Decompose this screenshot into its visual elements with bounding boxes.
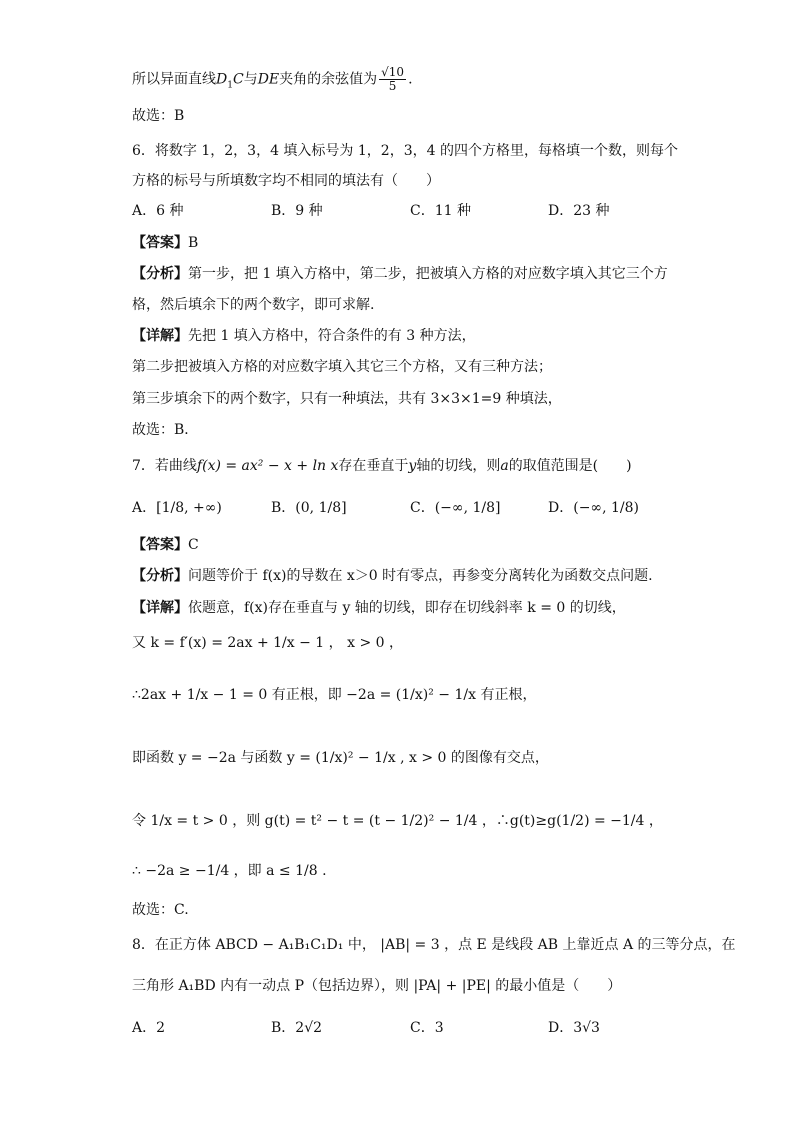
text-span: 存在垂直于 [338, 458, 409, 474]
math-var: D [216, 71, 228, 88]
answer-value: C [188, 537, 199, 553]
q6-detail-1 [132, 326, 476, 346]
option-label: A． [132, 500, 157, 516]
detail-tag: 【详解】 [132, 328, 188, 344]
q6-end: 故选：B． [132, 422, 199, 438]
numerator: √10 [381, 65, 405, 79]
answer-tag: 【答案】 [132, 537, 188, 553]
q6-option-d: D．23 种 [548, 203, 610, 219]
text-span: 所以异面直线 [132, 71, 216, 88]
q8-option-b: B．2√2 [271, 1020, 323, 1036]
q6-detail-2: 第二步把被填入方格的对应数字填入其它三个方格，又有三种方法； [132, 359, 552, 375]
analysis-tag: 【分析】 [132, 568, 188, 584]
q7-detail-6: ∴ −2a ≥ −1/4 ，即 a ≤ 1/8 . [132, 863, 327, 879]
math-var: y [408, 458, 417, 474]
q8-option-a: A．2 [132, 1020, 166, 1036]
question-8-line-1: 8．在正方体 ABCD − A₁B₁C₁D₁ 中， |AB| = 3 ，点 E 是线段 AB 上靠近点 A 的三等分点，在 [132, 937, 736, 953]
q7-option-c [410, 498, 500, 518]
detail-text: 依题意，f(x)存在垂直与 y 轴的切线，即存在切线斜率 k = 0 的切线， [188, 600, 626, 616]
text-span: . [408, 71, 413, 88]
question-8-line-2: 三角形 A₁BD 内有一动点 P（包括边界），则 |PA| + |PE| 的最小值是（ ） [132, 978, 622, 994]
option-value: [1/8, +∞) [156, 500, 222, 516]
q8-option-d: D．3√3 [548, 1020, 600, 1036]
math-var: C [232, 71, 244, 88]
answer-value: B [188, 235, 199, 251]
math-var: a [500, 458, 509, 474]
option-label: B． [271, 500, 296, 516]
q7-detail-4: 即函数 y = −2a 与函数 y = (1/x)² − 1/x , x > 0 的图像有交点， [132, 750, 549, 766]
option-label: D． [548, 500, 574, 516]
answer-line: 故选：B [132, 108, 185, 124]
math-var: DE [257, 71, 280, 88]
q7-end: 故选：C. [132, 902, 189, 918]
q6-analysis-2: 格，然后填余下的两个数字，即可求解. [132, 297, 375, 313]
detail-tag: 【详解】 [132, 600, 188, 616]
q7-detail-1 [132, 598, 626, 618]
q6-analysis-1 [132, 264, 668, 284]
option-value: (0, 1/8] [295, 500, 347, 516]
q6-option-c: C．11 种 [410, 203, 471, 219]
option-label: C． [410, 500, 435, 516]
q6-answer [132, 233, 198, 253]
text-span: 夹角的余弦值为 [279, 71, 378, 88]
option-value: (−∞, 1/8) [573, 500, 639, 516]
q7-analysis [132, 566, 653, 586]
q7-option-a [132, 498, 222, 518]
detail-text: 先把 1 填入方格中，符合条件的有 3 种方法， [188, 328, 476, 344]
q8-option-c: C．3 [410, 1020, 444, 1036]
text-span: 轴的切线，则 [416, 458, 501, 474]
q6-option-b: B．9 种 [271, 203, 323, 219]
math-expr: f(x) = ax² − x + ln x [196, 458, 339, 474]
analysis-text: 问题等价于 f(x)的导数在 x＞0 时有零点，再参变分离转化为函数交点问题. [188, 568, 653, 584]
denominator: 5 [388, 79, 397, 93]
fraction [379, 66, 406, 93]
question-6-line-2: 方格的标号与所填数字均不相同的填法有（ ） [132, 173, 440, 189]
text-span: 7．若曲线 [132, 458, 197, 474]
q7-detail-5: 令 1/x = t > 0 ，则 g(t) = t² − t = (t − 1/2)² − 1/4 ，∴g(t)≥g(1/2) = −1/4 ， [132, 813, 663, 829]
text-span: 的取值范围是( ) [508, 458, 632, 474]
math-sub: 1 [227, 80, 233, 91]
analysis-tag: 【分析】 [132, 266, 188, 282]
q6-detail-3: 第三步填余下的两个数字，只有一种填法，共有 3×3×1=9 种填法， [132, 391, 562, 407]
text-span: 与 [243, 71, 258, 88]
answer-tag: 【答案】 [132, 235, 188, 251]
text-line-1 [132, 66, 413, 95]
question-7-line [132, 456, 632, 476]
q7-option-d [548, 498, 639, 518]
q6-option-a: A．6 种 [132, 203, 184, 219]
q7-answer [132, 535, 199, 555]
question-6-line-1: 6．将数字 1，2，3，4 填入标号为 1，2，3，4 的四个方格里，每格填一个数，则每个 [132, 143, 678, 159]
q7-detail-3: ∴2ax + 1/x − 1 = 0 有正根，即 −2a = (1/x)² − 1/x 有正根， [132, 687, 537, 703]
q7-detail-2: 又 k = f′(x) = 2ax + 1/x − 1 ， x > 0 ， [132, 635, 403, 651]
option-value: (−∞, 1/8] [434, 500, 501, 516]
analysis-text: 第一步，把 1 填入方格中，第二步，把被填入方格的对应数字填入其它三个方 [188, 266, 668, 282]
q7-option-b [271, 498, 347, 518]
